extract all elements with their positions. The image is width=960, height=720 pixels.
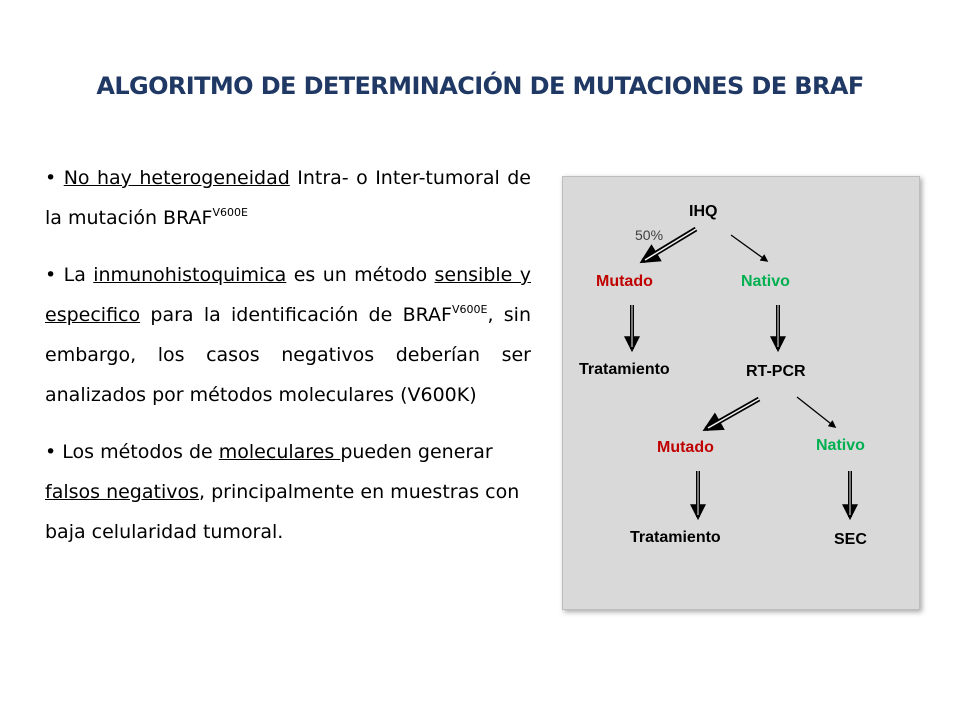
bullet-3-text-2: , principalmente en muestras con baja celularidad tumoral. bbox=[45, 481, 520, 543]
arrow-ihq-to-nativo bbox=[731, 235, 767, 261]
bullet-2-text-2: para la identificación de BRAF bbox=[140, 304, 452, 326]
page-title: ALGORITMO DE DETERMINACIÓN DE MUTACIONES DE BRAF bbox=[96, 72, 864, 100]
bullet-marker: • bbox=[45, 441, 57, 463]
bullet-1 bbox=[45, 158, 531, 238]
bullet-2-text-3: , sin embargo, los casos negativos deberían ser analizados por métodos moleculares (V600K) bbox=[45, 304, 531, 406]
bullet-1-superscript: V600E bbox=[212, 206, 248, 219]
bullet-2-underlined-2: sensible y especifico bbox=[45, 264, 531, 326]
bullet-2-superscript: V600E bbox=[451, 303, 488, 316]
bullet-3-text-1: pueden generar bbox=[340, 441, 493, 463]
arrow-rtpcr-to-nativo bbox=[797, 397, 835, 427]
bullet-2-text-0: La bbox=[63, 264, 94, 286]
bullet-2 bbox=[45, 255, 531, 415]
node-nativo-2: Nativo bbox=[816, 437, 865, 454]
bullet-1-text-1: Intra- o Inter-tumoral de la mutación BRAF bbox=[45, 167, 531, 229]
bullet-2-text-1: es un método bbox=[286, 264, 435, 286]
node-sec: SEC bbox=[834, 531, 867, 548]
node-mutado-1: Mutado bbox=[596, 273, 653, 290]
label-percent: 50% bbox=[635, 227, 664, 243]
node-mutado-2: Mutado bbox=[657, 439, 714, 456]
bullet-marker: • bbox=[45, 264, 57, 286]
bullet-1-underlined-1: No hay heterogeneidad bbox=[63, 167, 290, 189]
bullet-3-text-0: Los métodos de bbox=[62, 441, 219, 463]
node-tratamiento-1: Tratamiento bbox=[579, 361, 670, 378]
bullet-list bbox=[45, 158, 531, 569]
node-tratamiento-2: Tratamiento bbox=[630, 529, 721, 546]
node-ihq: IHQ bbox=[689, 203, 718, 220]
algorithm-panel bbox=[562, 176, 920, 610]
bullet-marker: • bbox=[45, 167, 57, 189]
node-nativo-1: Nativo bbox=[741, 273, 790, 290]
node-rtpcr: RT-PCR bbox=[746, 363, 806, 380]
bullet-3-underlined-1: moleculares bbox=[218, 441, 341, 463]
bullet-3-underlined-2: falsos negativos bbox=[45, 481, 200, 503]
bullet-3 bbox=[45, 432, 531, 552]
bullet-2-underlined-1: inmunohistoquimica bbox=[93, 264, 287, 286]
